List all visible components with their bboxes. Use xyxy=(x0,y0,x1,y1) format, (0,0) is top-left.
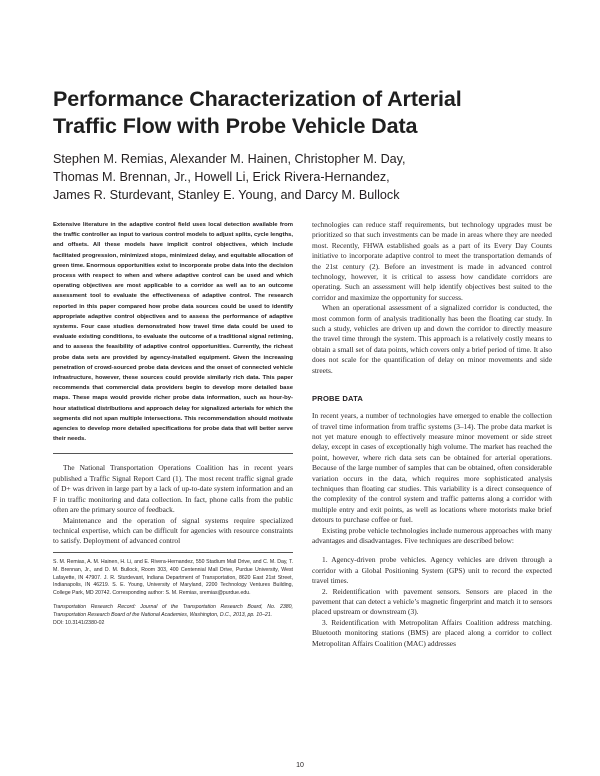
intro-paragraph-1: The National Transportation Operations Coalition has in recent years published a Traffic Signal Report Card (1). The most recent traffic signal grade of D+ was driven in large part by a lack of up-to-date system information and an F in traffic monitoring and data collection. In fact, phone calls from the public often are the primary source of feedback. xyxy=(53,463,293,515)
author-line-1: Stephen M. Remias, Alexander M. Hainen, Christopher M. Day, xyxy=(53,152,406,166)
technique-item-2: 2. Reidentification with pavement sensors. Sensors are placed in the pavement that can detect a vehicle’s magnetic fingerprint and match it to sensors placed upstream or downstream (3). xyxy=(312,586,552,617)
body-paragraph-2: When an operational assessment of a signalized corridor is conducted, the most common form of analysis traditionally has been the floating car study. In such a study, vehicles are driven up and down the corridor to directly measure the travel time through the system. This approach is a relatively costly means to obtain a small set of data points, which covers only a brief period of time. It also does not scale for the quantification of delay on minor movements and side streets. xyxy=(312,303,552,375)
title-line-2: Traffic Flow with Probe Vehicle Data xyxy=(53,114,418,138)
probe-paragraph-1: In recent years, a number of technologies have emerged to enable the collection of travel time information from traffic systems (3–14). The probe data market is not yet mature enough to effectively measure minor movement or side street delay, except in cases of exceptionally high volume. The market has reached the point, however, where rich data sets can be obtained for arterial operations. Because of the large number of samples that can be obtained, often considerable variation occurs in the data, which requires more sophisticated analysis techniques than floating car studies. This variability is a direct consequence of the complexity of the control system and traffic patterns along a corridor with multiple entry and exit points, as well as locations where motorists make brief detours to purchase coffee or fuel. xyxy=(312,411,552,525)
author-list xyxy=(53,150,573,204)
abstract xyxy=(53,220,293,444)
abstract-divider xyxy=(53,453,293,454)
footnote xyxy=(53,559,293,628)
body-paragraph-1: technologies can reduce staff requirements, but technology upgrades must be prioritized so that such investments can be made in areas where they are needed most. Recently, FHWA established goals as a part of its Every Day Counts initiative to incorporate adaptive control to meet the transportation demands of the 21st century (2). Before an investment is made in advanced control technology, however, it is critical to assess how candidate corridors are operating. Such an assessment will help identify objectives best suited to the corridor and maximize the opportunity for success. xyxy=(312,220,552,302)
page-number: 10 xyxy=(296,762,304,769)
intro-text xyxy=(53,463,293,546)
body-text-probe-data xyxy=(312,411,552,649)
title-line-1: Performance Characterization of Arterial xyxy=(53,87,462,111)
probe-paragraph-2: Existing probe vehicle technologies include numerous approaches with many advantages and disadvantages. Five techniques are described below: xyxy=(312,525,552,545)
technique-item-3: 3. Reidentification with Metropolitan Affairs Coalition address matching. Bluetooth monitoring stations (BMS) are placed along a corridor to collect Metropolitan Affairs Coalition (MAC) addresses xyxy=(312,617,552,648)
author-line-2: Thomas M. Brennan, Jr., Howell Li, Erick Rivera-Hernandez, xyxy=(53,170,390,184)
intro-paragraph-2: Maintenance and the operation of signal systems require specialized technical expertise, which can be difficult for agencies with resource constraints to satisfy. Deployment of advanced control xyxy=(53,515,293,546)
body-text-top xyxy=(312,220,552,376)
abstract-text: Extensive literature in the adaptive control field uses local detection available from the traffic controller as input to various control models to adjust splits, cycle lengths, and offsets. All these models have implicit control objectives, which include facilitated progression, minimized stops, minimized delay, and equitable allocation of green time. Enormous opportunities exist to incorporate probe data into the decision process with respect to when and where adaptive control can be used and which operating objectives are most applicable to a corridor as well as to an outcome assessment tool to evaluate the effectiveness of adaptive control. The research reported in this paper compared how probe data sources could be used to identify appropriate adaptive control objectives and to assess the performance of adaptive systems. Four case studies demonstrated how travel time data could be used to evaluate existing conditions, to evaluate the outcome of a traditional signal retiming, and to assess the feasibility of adaptive control opportunities. Currently, the richest probe data sets are provided by agency-installed equipment. Given the increasing penetration of crowd-sourced probe data devices and the onset of connected vehicle infrastructure, however, these sources could provide similarly rich data. This paper recommends that commercial data providers begin to develop more detailed base maps. These maps would provide richer probe data information, such as hour-by-hour statistical distributions and approach delay for signalized arterials for which the segments did not span multiple intersections. This recommendation should motivate agencies to develop more detailed specifications for probe data that will better serve their needs. xyxy=(53,222,293,443)
left-column xyxy=(53,220,293,628)
footnote-journal: Transportation Research Record: Journal of the Transportation Research Board, No. 2380, Transportation Research Board of the National Academies, Washington, D.C., 2013, pp. 10–21. xyxy=(53,604,293,619)
footnote-doi: DOI: 10.3141/2380-02 xyxy=(53,620,105,627)
section-heading-probe-data: PROBE DATA xyxy=(312,394,364,404)
paper-title xyxy=(53,86,553,140)
author-line-3: James R. Sturdevant, Stanley E. Young, and Darcy M. Bullock xyxy=(53,188,400,202)
footnote-affiliations: S. M. Remias, A. M. Hainen, H. Li, and E. Rivera-Hernandez, 550 Stadium Mall Drive, and C. M. Day, T. M. Brennan, Jr., and D. M. Bullock, Room 303, 400 Centennial Mall Drive, Purdue University, West Lafayette, IN 47907. J. R. Sturdevant, Indiana Department of Transportation, 8620 East 21st Street, Indianapolis, IN 46219. S. E. Young, University of Maryland, 2200 Technology Ventures Building, College Park, MD 20742. Corresponding author: S. M. Remias, sremias@purdue.edu. xyxy=(53,558,293,597)
technique-item-1: 1. Agency-driven probe vehicles. Agency vehicles are driven through a corridor with a Global Positioning System (GPS) unit to record the expected travel times. xyxy=(312,555,552,586)
right-column xyxy=(312,220,552,649)
footnote-divider xyxy=(53,552,293,553)
